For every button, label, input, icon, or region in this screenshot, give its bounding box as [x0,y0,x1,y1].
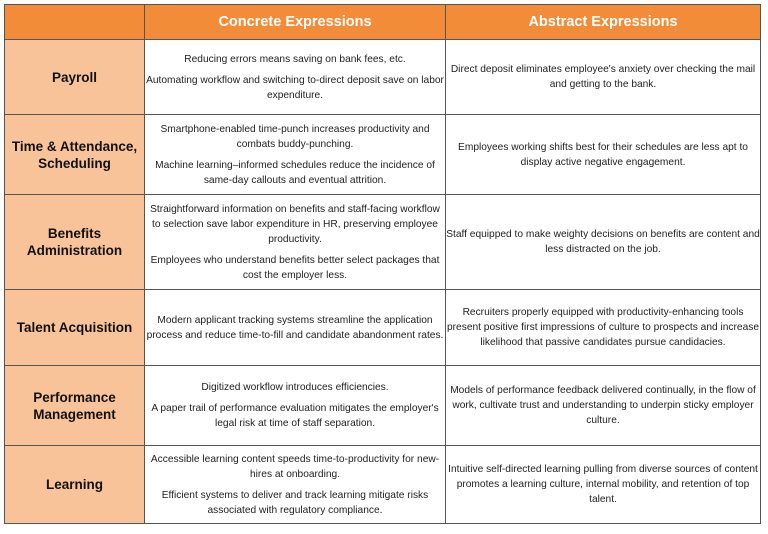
concrete-item: Modern applicant tracking systems streamline the application process and reduce time-to-fill and candidate abandonment rates. [146,314,444,341]
abstract-cell [446,40,761,115]
abstract-cell [446,446,761,524]
concrete-item: Employees who understand benefits better select packages that cost the employer less. [150,254,440,281]
table-row [5,446,761,524]
row-category: Time & Attendance, Scheduling [5,115,145,195]
abstract-cell [446,290,761,366]
row-category: Learning [5,446,145,524]
table-row [5,290,761,366]
table-row [5,366,761,446]
header-concrete: Concrete Expressions [145,5,446,40]
concrete-item: Automating workflow and switching to-direct deposit save on labor expenditure. [146,74,444,101]
header-corner [5,5,145,40]
concrete-cell [145,446,446,524]
concrete-item: Straightforward information on benefits and staff-facing workflow to selection save labor expenditure in HR, preserving employee productivity. [150,203,440,245]
concrete-item: Digitized workflow introduces efficiencies. [201,382,389,393]
comparison-table [4,4,761,524]
table-row [5,195,761,290]
abstract-item: Recruiters properly equipped with productivity-enhancing tools present positive first impressions of culture to prospects and increase likelihood that passive candidates pursue candidacies. [447,307,759,348]
concrete-cell [145,290,446,366]
row-category: Talent Acquisition [5,290,145,366]
abstract-item: Direct deposit eliminates employee's anxiety over checking the mail and getting to the bank. [450,64,756,90]
table-row [5,115,761,195]
concrete-cell [145,366,446,446]
abstract-item: Staff equipped to make weighty decisions on benefits are content and less distracted on the job. [446,229,760,255]
concrete-item: Reducing errors means saving on bank fees, etc. [184,53,406,65]
row-category: Performance Management [5,366,145,446]
row-category: Benefits Administration [5,195,145,290]
abstract-cell [446,366,761,446]
abstract-item: Models of performance feedback delivered continually, in the flow of work, cultivate trust and understanding to underpin sticky employer culture. [450,385,756,426]
concrete-item: A paper trail of performance evaluation mitigates the employer's legal risk at time of staff separation. [151,403,439,429]
concrete-item: Efficient systems to deliver and track learning mitigate risks associated with regulatory compliance. [161,489,429,516]
concrete-cell [145,195,446,290]
concrete-cell [145,115,446,195]
table-row [5,40,761,115]
header-abstract: Abstract Expressions [446,5,761,40]
abstract-cell [446,115,761,195]
concrete-item: Machine learning–informed schedules reduce the incidence of same-day callouts and eventual attrition. [155,159,435,186]
concrete-item: Accessible learning content speeds time-to-productivity for new-hires at onboarding. [150,453,440,480]
abstract-item: Intuitive self-directed learning pulling from diverse sources of content promotes a learning culture, internal mobility, and retention of top talent. [448,464,758,505]
abstract-item: Employees working shifts best for their schedules are less apt to display active negative engagement. [458,141,748,168]
header-row [5,5,761,40]
row-category: Payroll [5,40,145,115]
concrete-item: Smartphone-enabled time-punch increases productivity and combats buddy-punching. [160,123,430,150]
abstract-cell [446,195,761,290]
concrete-cell [145,40,446,115]
